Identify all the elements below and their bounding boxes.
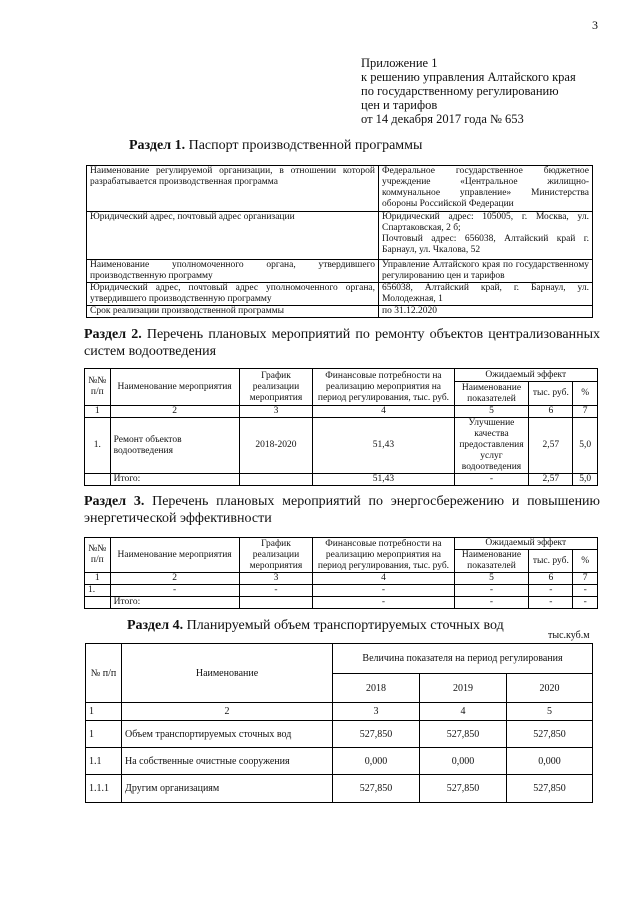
section4-label: Раздел 4. — [127, 618, 184, 633]
table-row — [87, 212, 593, 260]
cell-value: 527,850 — [507, 721, 593, 748]
header-year: 2020 — [507, 674, 593, 703]
page-number: 3 — [592, 18, 598, 32]
total-row — [85, 597, 598, 609]
column-number: 2 — [122, 703, 333, 721]
table-row — [87, 283, 593, 306]
passport-value-legal: Юридический адрес: 105005, г. Москва, ул. Спартаковская, 2 б; — [382, 212, 589, 233]
cell-name: Другим организациям — [122, 775, 333, 803]
cell-value: 0,000 — [420, 748, 507, 775]
table-row — [87, 260, 593, 283]
column-number: 2 — [110, 573, 239, 585]
section2-title: Перечень плановых мероприятий по ремонту объектов централизованных систем водоотведения — [84, 327, 600, 359]
header-name: Наименование мероприятия — [110, 538, 239, 573]
header-num: №№ п/п — [85, 369, 111, 406]
column-number: 3 — [239, 573, 313, 585]
cell-value: 527,850 — [420, 721, 507, 748]
header-finance: Финансовые потребности на реализацию мероприятия на период регулирования, тыс. руб. — [313, 369, 454, 406]
appendix-line: Приложение 1 — [361, 56, 438, 70]
header-thousand: тыс. руб. — [529, 550, 573, 573]
passport-value: по 31.12.2020 — [379, 306, 593, 318]
table-header-row — [85, 369, 598, 382]
appendix-line: от 14 декабря 2017 года № 653 — [361, 112, 524, 126]
table-row — [86, 775, 593, 803]
cell-num: 1 — [86, 721, 122, 748]
header-schedule: График реализации мероприятия — [239, 538, 313, 573]
header-num: №№ п/п — [85, 538, 111, 573]
cell-value: 527,850 — [333, 775, 420, 803]
section3-title: Перечень плановых мероприятий по энергосбережению и повышению энергетической эффективности — [84, 494, 601, 526]
total-label: Итого: — [110, 474, 239, 486]
column-number: 7 — [573, 406, 598, 418]
total-percent: - — [573, 597, 598, 609]
table-header-row — [85, 538, 598, 550]
header-year: 2019 — [420, 674, 507, 703]
column-number-row — [85, 573, 598, 585]
column-number: 4 — [313, 406, 454, 418]
cell-schedule: - — [239, 585, 313, 597]
section1-label: Раздел 1. — [129, 138, 186, 153]
appendix-line: цен и тарифов — [361, 98, 438, 112]
column-number-row — [85, 406, 598, 418]
cell-value: 0,000 — [507, 748, 593, 775]
header-percent: % — [573, 550, 598, 573]
total-percent: 5,0 — [573, 474, 598, 486]
cell-name: Ремонт объектов водоотведения — [110, 418, 239, 474]
empty-cell — [239, 597, 313, 609]
table-header-row — [86, 644, 593, 674]
header-thousand: тыс. руб. — [529, 382, 573, 406]
cell-value: 0,000 — [333, 748, 420, 775]
column-number: 2 — [110, 406, 239, 418]
passport-key: Юридический адрес, почтовый адрес организации — [87, 212, 379, 260]
column-number: 4 — [420, 703, 507, 721]
passport-key: Наименование регулируемой организации, в отношении которой разрабатывается производственная программа — [87, 166, 379, 212]
section4-title: Планируемый объем транспортируемых сточных вод — [186, 618, 504, 633]
header-indicator: Наименование показателей — [454, 382, 529, 406]
cell-indicator: Улучшение качества предоставления услуг водоотведения — [454, 418, 529, 474]
total-finance: - — [313, 597, 454, 609]
appendix-line: по государственному регулированию — [361, 84, 559, 98]
energy-measures-table — [84, 537, 598, 609]
cell-name: Объем транспортируемых сточных вод — [122, 721, 333, 748]
column-number: 6 — [529, 406, 573, 418]
column-number: 3 — [333, 703, 420, 721]
empty-cell — [85, 474, 111, 486]
table-row — [87, 166, 593, 212]
passport-key: Юридический адрес, почтовый адрес уполномоченного органа, утвердившего производственную программу — [87, 283, 379, 306]
section1-title: Паспорт производственной программы — [188, 138, 423, 153]
passport-value: Управление Алтайского края по государственному регулированию цен и тарифов — [379, 260, 593, 283]
passport-key: Срок реализации производственной программы — [87, 306, 379, 318]
repair-measures-table — [84, 368, 598, 486]
table-row — [85, 418, 598, 474]
cell-thousand: 2,57 — [529, 418, 573, 474]
total-indicator: - — [454, 597, 529, 609]
cell-percent: 5,0 — [573, 418, 598, 474]
empty-cell — [85, 597, 111, 609]
cell-name: - — [110, 585, 239, 597]
section3-label: Раздел 3. — [84, 494, 145, 509]
cell-num: 1.1.1 — [86, 775, 122, 803]
cell-indicator: - — [454, 585, 529, 597]
total-thousand: 2,57 — [529, 474, 573, 486]
section4-heading — [127, 618, 504, 634]
section1-heading — [129, 138, 422, 154]
section3-heading — [84, 493, 600, 527]
column-number: 6 — [529, 573, 573, 585]
cell-finance: - — [313, 585, 454, 597]
cell-finance: 51,43 — [313, 418, 454, 474]
column-number: 5 — [507, 703, 593, 721]
cell-value: 527,850 — [333, 721, 420, 748]
total-thousand: - — [529, 597, 573, 609]
section2-heading — [84, 326, 600, 360]
cell-num: 1.1 — [86, 748, 122, 775]
column-number: 1 — [85, 406, 111, 418]
passport-value-postal: Почтовый адрес: 656038, Алтайский край г. Барнаул, ул. Чкалова, 52 — [382, 234, 589, 255]
header-period: Величина показателя на период регулирования — [333, 644, 593, 674]
cell-schedule: 2018-2020 — [239, 418, 313, 474]
column-number: 3 — [239, 406, 313, 418]
header-indicator: Наименование показателей — [454, 550, 529, 573]
header-effect: Ожидаемый эффект — [454, 369, 597, 382]
header-name: Наименование мероприятия — [110, 369, 239, 406]
total-row — [85, 474, 598, 486]
passport-value: Федеральное государственное бюджетное учреждение «Центральное жилищно-коммунальное управление» Министерства обороны Российской Федерации — [379, 166, 593, 212]
cell-value: 527,850 — [507, 775, 593, 803]
header-percent: % — [573, 382, 598, 406]
column-number-row — [86, 703, 593, 721]
column-number: 5 — [454, 406, 529, 418]
table-row — [87, 306, 593, 318]
cell-name: На собственные очистные сооружения — [122, 748, 333, 775]
section2-label: Раздел 2. — [84, 327, 142, 342]
total-label: Итого: — [110, 597, 239, 609]
header-num: № п/п — [86, 644, 122, 703]
empty-cell — [239, 474, 313, 486]
header-schedule: График реализации мероприятия — [239, 369, 313, 406]
header-name: Наименование — [122, 644, 333, 703]
total-indicator: - — [454, 474, 529, 486]
appendix-line: к решению управления Алтайского края — [361, 70, 576, 84]
table-row — [86, 721, 593, 748]
cell-thousand: - — [529, 585, 573, 597]
column-number: 1 — [86, 703, 122, 721]
appendix-header — [361, 56, 576, 126]
cell-num: 1. — [85, 585, 111, 597]
header-finance: Финансовые потребности на реализацию мероприятия на период регулирования, тыс. руб. — [313, 538, 454, 573]
cell-value: 527,850 — [420, 775, 507, 803]
cell-num: 1. — [85, 418, 111, 474]
header-year: 2018 — [333, 674, 420, 703]
wastewater-volume-table — [85, 643, 593, 803]
passport-key: Наименование уполномоченного органа, утвердившего производственную программу — [87, 260, 379, 283]
column-number: 4 — [313, 573, 454, 585]
total-finance: 51,43 — [313, 474, 454, 486]
table-row — [86, 748, 593, 775]
header-effect: Ожидаемый эффект — [454, 538, 597, 550]
passport-value — [379, 212, 593, 260]
cell-percent: - — [573, 585, 598, 597]
passport-table — [86, 165, 593, 318]
section4-unit: тыс.куб.м — [548, 630, 590, 641]
table-row — [85, 585, 598, 597]
passport-value: 656038, Алтайский край, г. Барнаул, ул. Молодежная, 1 — [379, 283, 593, 306]
column-number: 1 — [85, 573, 111, 585]
column-number: 5 — [454, 573, 529, 585]
column-number: 7 — [573, 573, 598, 585]
